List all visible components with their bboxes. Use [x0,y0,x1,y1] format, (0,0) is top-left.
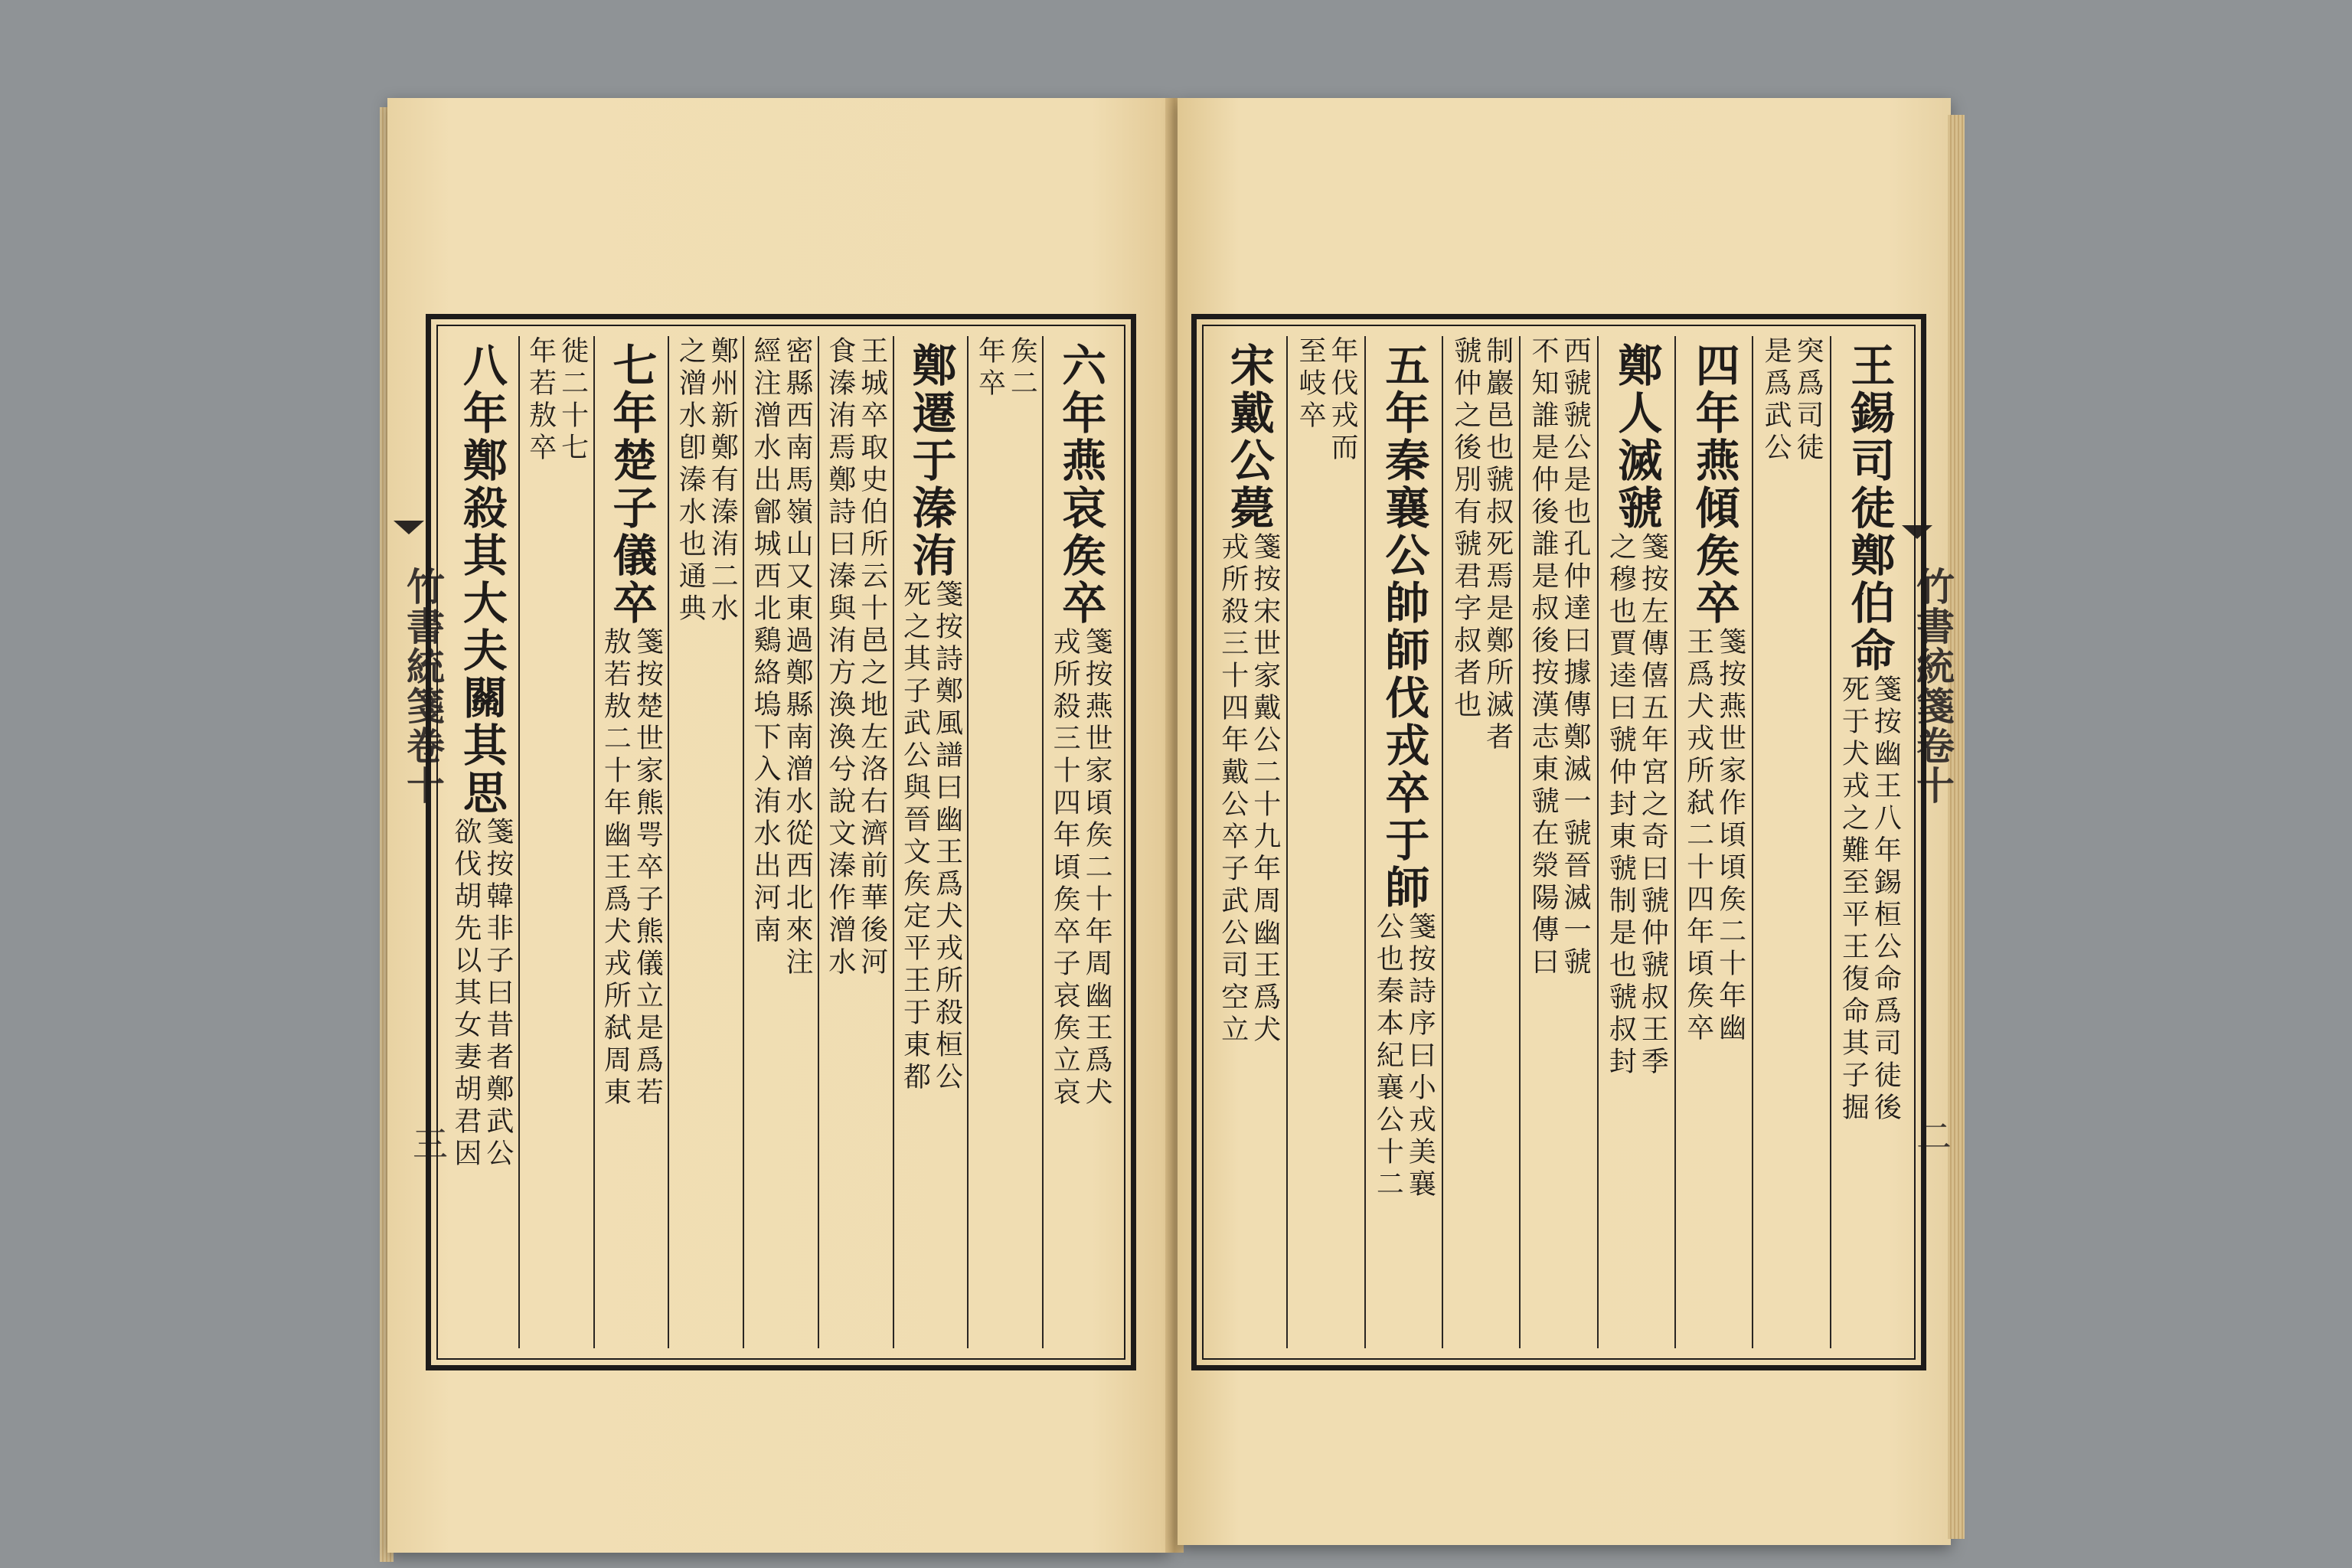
text-column [1210,336,1286,1348]
commentary-block [1605,532,1669,1079]
commentary-line: 之潧水卽溱水也通典 [675,336,707,626]
commentary-block [1372,912,1436,1201]
commentary-line: 年伐戎而 [1327,336,1359,465]
column-cell [1605,336,1669,1348]
text-column [743,336,818,1348]
commentary-block [901,580,961,1094]
text-column [668,336,743,1348]
column-cell [1295,336,1359,1348]
commentary-line: 死之其子武公與晉文矦定平王于東都 [899,580,931,1094]
commentary-line: 死于犬戎之難至平王復命其子掘 [1838,675,1870,1125]
commentary-block [1219,532,1279,1047]
commentary-block [751,336,811,979]
right-text-frame [1191,314,1926,1370]
commentary-line: 年若敖卒 [524,336,557,465]
right-columns [1210,336,1907,1348]
commentary-line: 箋按左傳僖五年宮之奇曰虢仲虢叔王季 [1637,532,1669,1079]
commentary-block [449,817,514,1171]
commentary-line: 鄭州新鄭有溱洧二水 [707,336,739,626]
commentary-block [675,336,739,626]
text-column [1674,336,1752,1348]
column-cell [1684,336,1744,1348]
text-column [1519,336,1596,1348]
entry-heading: 七年楚子儀卒 [605,342,658,627]
commentary-line: 敖若敖二十年幽王爲犬戎所弑周東 [599,627,632,1109]
commentary-block [1838,675,1902,1125]
entry-heading: 宋戴公薨 [1222,342,1275,532]
commentary-line: 密縣西南馬嶺山又東過鄭縣南潧水從西北來注 [781,336,813,979]
commentary-block [1760,336,1824,465]
column-cell [826,336,886,1348]
right-folio: 二 [1911,1118,1952,1153]
commentary-line: 經注潧水出鄶城西北鷄絡塢下入洧水出河南 [749,336,781,947]
entry-heading: 鄭遷于溱洧 [904,342,957,580]
commentary-line: 箋按詩鄭風譜曰幽王爲犬戎所殺桓公 [931,580,963,1094]
commentary-block [1449,336,1514,754]
column-cell [1219,336,1279,1348]
commentary-block [974,336,1038,400]
commentary-line: 箋按宋世家戴公二十九年周幽王爲犬 [1249,532,1281,1047]
commentary-line: 箋按韓非子曰昔者鄭武公 [482,817,514,1171]
commentary-line: 箋按幽王八年錫桓公命爲司徒後 [1870,675,1902,1125]
commentary-line: 不知誰是仲後誰是叔後按漢志東虢在滎陽傳曰 [1527,336,1560,979]
left-columns [445,336,1117,1348]
commentary-line: 矦二 [1006,336,1038,400]
text-column [967,336,1042,1348]
entry-heading: 五年秦襄公帥師伐戎卒于師 [1377,342,1430,912]
fish-tail-mark-left [394,521,424,534]
column-cell [524,336,589,1348]
entry-heading: 六年燕哀矦卒 [1054,342,1107,627]
commentary-block [1049,627,1113,1109]
commentary-block [599,627,664,1109]
commentary-block [1684,627,1744,1045]
text-column [1042,336,1117,1348]
text-column [1286,336,1364,1348]
left-folio: 三 [407,1125,449,1161]
text-column [593,336,668,1348]
column-cell [751,336,811,1348]
commentary-line: 公也秦本紀襄公十二 [1372,912,1404,1201]
left-margin-title: 竹書統箋卷十 [400,567,446,805]
text-column [445,336,518,1348]
column-cell [599,336,664,1348]
commentary-block [524,336,589,465]
entry-heading: 鄭人滅虢 [1610,342,1663,532]
commentary-block [1295,336,1359,465]
commentary-line: 箋按詩序曰小戎美襄 [1404,912,1436,1201]
text-column [1364,336,1442,1348]
column-cell [1527,336,1592,1348]
entry-heading: 八年鄭殺其大夫關其思 [455,342,508,817]
entry-heading: 四年燕傾矦卒 [1687,342,1740,627]
commentary-line: 箋按燕世家作頃頃矦二十年幽 [1714,627,1746,1045]
commentary-line: 制巖邑也虢叔死焉是鄭所滅者 [1481,336,1514,754]
text-column [518,336,593,1348]
column-cell [1760,336,1824,1348]
commentary-line: 欲伐胡先以其女妻胡君因 [449,817,482,1171]
commentary-block [826,336,886,979]
entry-heading: 王錫司徒鄭伯命 [1843,342,1896,675]
column-cell [901,336,961,1348]
right-margin-title: 竹書統箋卷十 [1910,567,1955,805]
commentary-line: 徙二十七 [557,336,589,465]
commentary-line: 之穆也賈逵曰虢仲封東虢制是也虢叔封 [1605,532,1637,1079]
column-cell [449,336,514,1348]
left-text-frame [426,314,1136,1370]
column-cell [675,336,739,1348]
commentary-line: 是爲武公 [1760,336,1792,465]
text-column [1597,336,1674,1348]
text-column [1752,336,1829,1348]
commentary-line: 食溱洧焉鄭詩曰溱與洧方渙渙兮說文溱作潧水 [824,336,856,979]
commentary-line: 年卒 [974,336,1006,400]
commentary-line: 突爲司徒 [1792,336,1824,465]
commentary-line: 虢仲之後別有虢君字叔者也 [1449,336,1481,722]
commentary-line: 戎所殺三十四年戴公卒子武公司空立 [1217,532,1249,1047]
commentary-line: 西虢虢公是也孔仲達曰據傳鄭滅一虢晉滅一虢 [1560,336,1592,979]
commentary-line: 王城卒取史伯所云十邑之地左洛右濟前華後河 [856,336,888,979]
commentary-line: 戎所殺三十四年頃矦卒子哀矦立哀 [1049,627,1081,1109]
column-cell [974,336,1038,1348]
text-column [1442,336,1519,1348]
page-edges-right [1948,115,1965,1539]
commentary-line: 箋按燕世家頃矦二十年周幽王爲犬 [1081,627,1113,1109]
commentary-line: 王爲犬戎所弑二十四年頃矦卒 [1682,627,1714,1045]
text-column [1830,336,1907,1348]
column-cell [1049,336,1113,1348]
text-column [818,336,893,1348]
column-cell [1838,336,1902,1348]
text-column [893,336,968,1348]
commentary-block [1527,336,1592,979]
column-cell [1372,336,1436,1348]
column-cell [1449,336,1514,1348]
commentary-line: 至岐卒 [1295,336,1327,433]
commentary-line: 箋按楚世家熊咢卒子熊儀立是爲若 [632,627,664,1109]
